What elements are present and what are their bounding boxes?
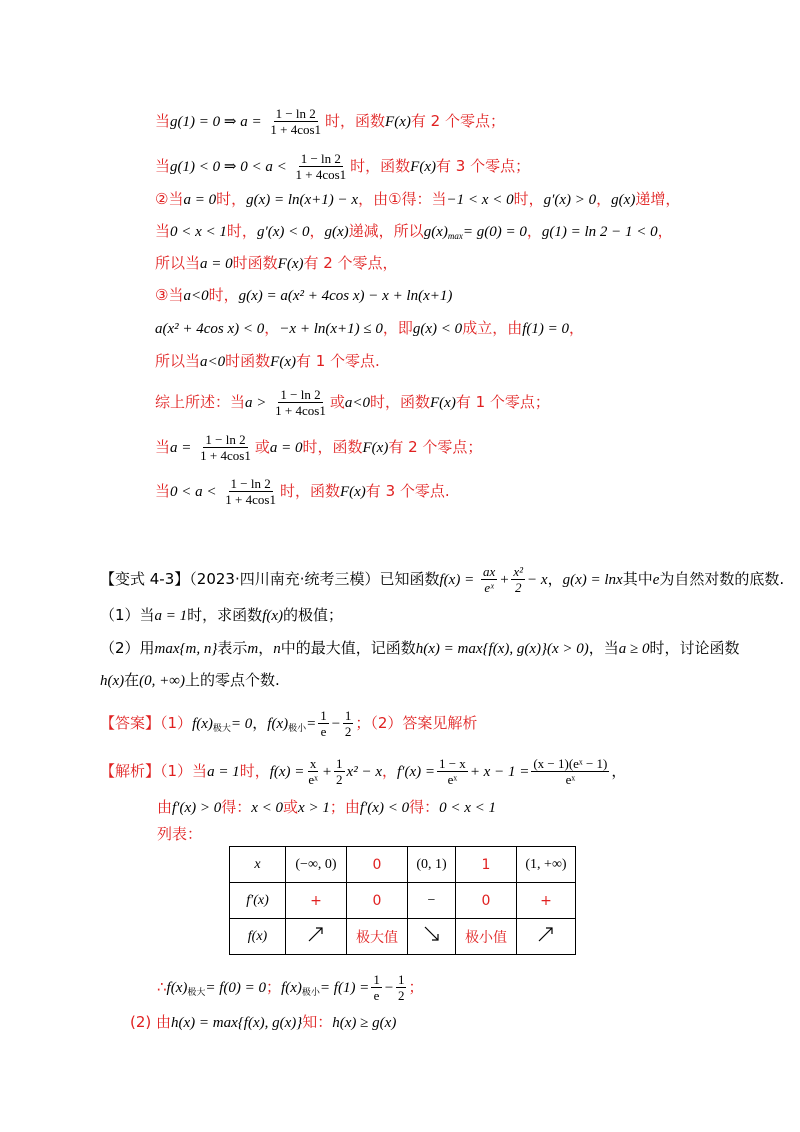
text: ， bbox=[381, 762, 397, 780]
text: 时， bbox=[216, 190, 247, 208]
text: 递增， bbox=[635, 190, 681, 208]
math: − bbox=[330, 716, 341, 732]
problem-line-1 bbox=[100, 564, 784, 595]
text: 有 3 个零点. bbox=[365, 482, 450, 500]
solution-line-5 bbox=[130, 1012, 396, 1033]
text: 时函数 bbox=[225, 352, 271, 370]
math: g(1) = 0 ⇒ a = bbox=[170, 114, 262, 130]
numerator: 1 bbox=[336, 756, 343, 771]
text: 时，函数 bbox=[350, 157, 411, 175]
line-1 bbox=[155, 106, 505, 137]
math: x < 0 bbox=[251, 800, 284, 816]
fraction bbox=[334, 756, 345, 787]
text: 上的零点个数. bbox=[184, 671, 280, 689]
math: −x + ln(x+1) ≤ 0 bbox=[279, 321, 383, 337]
text: (2) 由 bbox=[130, 1013, 172, 1031]
text: 所以当 bbox=[155, 254, 201, 272]
math: (0, +∞) bbox=[139, 673, 185, 689]
increasing-arrow-icon bbox=[306, 924, 326, 944]
text: 或 bbox=[283, 798, 299, 816]
table-cell: f′(x) bbox=[230, 883, 286, 919]
therefore-symbol: ∴ bbox=[157, 978, 167, 996]
text: 时，函数 bbox=[369, 393, 430, 411]
math: g(1) < 0 ⇒ 0 < a < bbox=[170, 159, 287, 175]
table-cell: 0 bbox=[347, 847, 408, 883]
denominator: 1 + 4cos1 bbox=[270, 122, 322, 137]
math: F(x) bbox=[410, 159, 436, 175]
math: + bbox=[321, 764, 333, 780]
text: 时， bbox=[239, 762, 270, 780]
numerator: ax bbox=[482, 564, 496, 579]
question-1 bbox=[100, 605, 343, 626]
math: f′(x) > 0 bbox=[172, 800, 222, 816]
text: 或 bbox=[329, 393, 345, 411]
math: + x − 1 = bbox=[469, 764, 530, 780]
decreasing-arrow-icon bbox=[422, 924, 442, 944]
numerator: 1 − ln 2 bbox=[275, 106, 316, 121]
text: 递减，所以 bbox=[348, 222, 424, 240]
text: ，当 bbox=[588, 639, 619, 657]
math: h(x) = max{f(x), g(x)}(x > 0) bbox=[415, 641, 589, 657]
text: 有 1 个零点； bbox=[455, 393, 550, 411]
math: g(1) = ln 2 − 1 < 0 bbox=[541, 224, 658, 240]
math: f′(x) < 0 bbox=[359, 800, 410, 816]
text: ， bbox=[252, 714, 268, 732]
text: ， bbox=[258, 639, 274, 657]
table-cell bbox=[517, 919, 576, 955]
text: ， bbox=[309, 222, 325, 240]
numerator: 1 bbox=[344, 708, 352, 723]
math: 0 < a < bbox=[170, 484, 217, 500]
fraction bbox=[318, 708, 329, 739]
text: ； bbox=[266, 978, 282, 996]
text: ；由 bbox=[329, 798, 360, 816]
solution-line-2 bbox=[157, 797, 496, 818]
math: g′(x) < 0 bbox=[256, 224, 310, 240]
denominator: 2 bbox=[344, 724, 352, 739]
sign-table bbox=[229, 846, 576, 955]
math: g(x) < 0 bbox=[412, 321, 463, 337]
math: a = 0 bbox=[183, 192, 217, 208]
numerator: x bbox=[309, 756, 317, 771]
math: max{m, n} bbox=[154, 641, 218, 657]
answer-label: 【答案】 bbox=[100, 714, 161, 732]
math: a = 0 bbox=[200, 256, 233, 272]
denominator: 1 + 4cos1 bbox=[225, 492, 276, 507]
text: 时，函数 bbox=[325, 112, 386, 130]
fraction bbox=[293, 151, 348, 182]
fraction bbox=[198, 432, 253, 463]
math: a = 0 bbox=[269, 440, 303, 456]
text: （1）当 bbox=[160, 762, 208, 780]
solution-line-3 bbox=[157, 824, 202, 844]
text: 时，讨论函数 bbox=[649, 639, 740, 657]
denominator: e bbox=[373, 988, 380, 1003]
fraction bbox=[273, 387, 328, 418]
text: （1）当 bbox=[100, 606, 155, 624]
text: 所以当 bbox=[155, 352, 201, 370]
question-2-cont bbox=[100, 670, 280, 691]
question-2 bbox=[100, 638, 740, 659]
answer-line bbox=[100, 708, 477, 739]
solution-label: 【解析】 bbox=[100, 762, 161, 780]
math: n bbox=[273, 641, 281, 657]
solution-line-1 bbox=[100, 756, 626, 787]
fraction bbox=[511, 564, 525, 595]
text: ， bbox=[547, 570, 563, 588]
text: ， bbox=[568, 319, 584, 337]
denominator: 2 bbox=[336, 772, 343, 787]
table-cell: 0 bbox=[347, 883, 408, 919]
text: 有 1 个零点. bbox=[295, 352, 380, 370]
text: 成立，由 bbox=[462, 319, 523, 337]
math: g(x) = ln(x+1) − x bbox=[246, 192, 359, 208]
math: − x bbox=[527, 572, 548, 588]
table-row bbox=[230, 883, 576, 919]
denominator: 2 bbox=[397, 988, 405, 1003]
text: 表示 bbox=[217, 639, 248, 657]
table-cell: 0 bbox=[456, 883, 517, 919]
fraction bbox=[531, 756, 609, 787]
math: f(x) bbox=[166, 980, 188, 996]
numerator: 1 − x bbox=[438, 756, 466, 771]
fraction bbox=[343, 708, 354, 739]
math: − bbox=[383, 980, 394, 996]
numerator: (x − 1)(eˣ − 1) bbox=[533, 756, 608, 771]
table-cell: 极大值 bbox=[347, 919, 408, 955]
text: 时，求函数 bbox=[187, 606, 263, 624]
math: g′(x) > 0 bbox=[543, 192, 597, 208]
denominator: e bbox=[320, 724, 327, 739]
increasing-arrow-icon bbox=[536, 924, 556, 944]
fraction bbox=[223, 476, 278, 507]
subscript: 极大 bbox=[212, 724, 231, 734]
math: F(x) bbox=[362, 440, 389, 456]
math: = g(0) = 0 bbox=[462, 224, 527, 240]
text: 为自然对数的底数. bbox=[659, 570, 785, 588]
numerator: 1 bbox=[320, 708, 327, 723]
math: = 0 bbox=[230, 716, 253, 732]
text: 时函数 bbox=[232, 254, 278, 272]
text: 有 2 个零点； bbox=[410, 112, 505, 130]
math: x > 1 bbox=[298, 800, 330, 816]
math: f(x) bbox=[281, 980, 302, 996]
text: 时，函数 bbox=[279, 482, 340, 500]
math: = f(0) = 0 bbox=[205, 980, 267, 996]
subscript: 极小 bbox=[301, 988, 320, 998]
subscript: 极小 bbox=[288, 724, 307, 734]
text: ， bbox=[264, 319, 280, 337]
text: 时，函数 bbox=[302, 438, 363, 456]
text: ， bbox=[611, 762, 627, 780]
text: 其中 bbox=[622, 570, 653, 588]
math: g(x) = lnx bbox=[562, 572, 623, 588]
math: f(x) = bbox=[439, 572, 475, 588]
subscript: 极大 bbox=[187, 988, 206, 998]
math: a(x² + 4cos x) < 0 bbox=[155, 321, 265, 337]
text: 有 3 个零点； bbox=[435, 157, 531, 175]
table-cell: − bbox=[408, 883, 456, 919]
math: m bbox=[247, 641, 259, 657]
math: a = 1 bbox=[207, 764, 240, 780]
subscript: max bbox=[447, 231, 463, 241]
fraction bbox=[306, 756, 320, 787]
math: h(x) = max{f(x), g(x)} bbox=[171, 1015, 303, 1031]
math: F(x) bbox=[385, 114, 411, 130]
fraction bbox=[437, 756, 468, 787]
math: F(x) bbox=[270, 354, 296, 370]
table-cell bbox=[408, 919, 456, 955]
math: g(x) = a(x² + 4cos x) − x + ln(x+1) bbox=[238, 288, 453, 304]
numerator: 1 − ln 2 bbox=[205, 432, 246, 447]
text: 得： bbox=[221, 798, 252, 816]
math: 0 < x < 1 bbox=[439, 800, 496, 816]
text: ， bbox=[657, 222, 673, 240]
line-2 bbox=[155, 151, 530, 182]
text: ，即 bbox=[382, 319, 413, 337]
denominator: 1 + 4cos1 bbox=[275, 403, 326, 418]
text: ；（2）答案见解析 bbox=[355, 714, 478, 732]
text: 当 bbox=[155, 112, 171, 130]
text: 由 bbox=[157, 798, 173, 816]
table-cell: x bbox=[230, 847, 286, 883]
math: 0 < x < 1 bbox=[170, 224, 227, 240]
denominator: 1 + 4cos1 bbox=[295, 167, 347, 182]
line-5 bbox=[155, 253, 398, 274]
text: （2023·四川南充·统考三模）已知函数 bbox=[189, 570, 440, 588]
denominator: eˣ bbox=[484, 580, 494, 595]
text: 当 bbox=[155, 157, 171, 175]
table-cell bbox=[286, 919, 347, 955]
text: ， bbox=[526, 222, 542, 240]
math: a<0 bbox=[344, 395, 370, 411]
text: 有 2 个零点； bbox=[388, 438, 483, 456]
text: ，由①得：当 bbox=[358, 190, 447, 208]
line-6 bbox=[155, 285, 452, 306]
math: g(x) bbox=[423, 224, 448, 240]
math: f′(x) = bbox=[397, 764, 435, 780]
math: f(x) = bbox=[269, 764, 305, 780]
denominator: eˣ bbox=[308, 772, 318, 787]
math: + bbox=[499, 572, 510, 588]
text: 当 bbox=[155, 482, 171, 500]
table-cell: (−∞, 0) bbox=[286, 847, 347, 883]
problem-label: 【变式 4-3】 bbox=[100, 570, 190, 588]
text: 在 bbox=[124, 671, 140, 689]
table-row bbox=[230, 919, 576, 955]
numerator: 1 bbox=[397, 972, 405, 987]
table-cell: 1 bbox=[456, 847, 517, 883]
math: g(x) bbox=[611, 192, 636, 208]
math: f(x) bbox=[192, 716, 213, 732]
numerator: 1 − ln 2 bbox=[280, 387, 321, 402]
solution-line-4 bbox=[157, 972, 423, 1003]
denominator: eˣ bbox=[447, 772, 458, 787]
math: h(x) bbox=[100, 673, 125, 689]
text: 时， bbox=[208, 286, 239, 304]
table-cell: (1, +∞) bbox=[517, 847, 576, 883]
fraction bbox=[481, 564, 497, 595]
fraction bbox=[268, 106, 323, 137]
text: 知： bbox=[302, 1013, 333, 1031]
math: f(x) bbox=[267, 716, 289, 732]
text: 的极值； bbox=[283, 606, 344, 624]
math: a > bbox=[245, 395, 267, 411]
fraction bbox=[396, 972, 407, 1003]
math: F(x) bbox=[430, 395, 456, 411]
text: 时， bbox=[513, 190, 544, 208]
text: （2）用 bbox=[100, 639, 155, 657]
text: ③当 bbox=[155, 286, 184, 304]
math: f(x) bbox=[262, 608, 284, 624]
text: ②当 bbox=[155, 190, 184, 208]
table-cell: + bbox=[517, 883, 576, 919]
text: 列表： bbox=[157, 825, 203, 843]
line-4 bbox=[155, 221, 673, 246]
math: a<0 bbox=[183, 288, 209, 304]
table-cell: (0, 1) bbox=[408, 847, 456, 883]
table-cell: + bbox=[286, 883, 347, 919]
math: h(x) ≥ g(x) bbox=[332, 1015, 397, 1031]
math: = f(1) = bbox=[319, 980, 370, 996]
line-8 bbox=[155, 351, 380, 372]
line-9 bbox=[155, 387, 550, 418]
math: g(x) bbox=[324, 224, 349, 240]
text: ， bbox=[596, 190, 612, 208]
math: x² − x bbox=[346, 764, 382, 780]
math: F(x) bbox=[277, 256, 304, 272]
math: = bbox=[306, 716, 317, 732]
line-10 bbox=[155, 432, 482, 463]
line-3 bbox=[155, 189, 680, 210]
fraction bbox=[371, 972, 382, 1003]
text: 当 bbox=[155, 222, 171, 240]
math: a<0 bbox=[200, 354, 226, 370]
text: 或 bbox=[254, 438, 270, 456]
denominator: 2 bbox=[514, 580, 522, 595]
math: F(x) bbox=[339, 484, 366, 500]
math: a ≥ 0 bbox=[618, 641, 650, 657]
line-7 bbox=[155, 318, 584, 339]
table-cell: f(x) bbox=[230, 919, 286, 955]
text: 得： bbox=[409, 798, 440, 816]
math: −1 < x < 0 bbox=[446, 192, 514, 208]
text: （1） bbox=[160, 714, 193, 732]
table-cell: 极小值 bbox=[456, 919, 517, 955]
math: e bbox=[652, 572, 660, 588]
math: f(1) = 0 bbox=[522, 321, 569, 337]
numerator: 1 bbox=[373, 972, 380, 987]
text: 当 bbox=[155, 438, 171, 456]
numerator: 1 − ln 2 bbox=[300, 151, 341, 166]
numerator: 1 − ln 2 bbox=[230, 476, 271, 491]
text: 综上所述：当 bbox=[155, 393, 246, 411]
table-row bbox=[230, 847, 576, 883]
numerator: x² bbox=[513, 564, 524, 579]
denominator: eˣ bbox=[565, 772, 576, 787]
text: 中的最大值，记函数 bbox=[280, 639, 416, 657]
math: a = 1 bbox=[154, 608, 188, 624]
line-11 bbox=[155, 476, 450, 507]
denominator: 1 + 4cos1 bbox=[200, 448, 251, 463]
text: 有 2 个零点， bbox=[303, 254, 398, 272]
math: a = bbox=[170, 440, 192, 456]
text: 时， bbox=[226, 222, 257, 240]
text: ； bbox=[408, 978, 424, 996]
